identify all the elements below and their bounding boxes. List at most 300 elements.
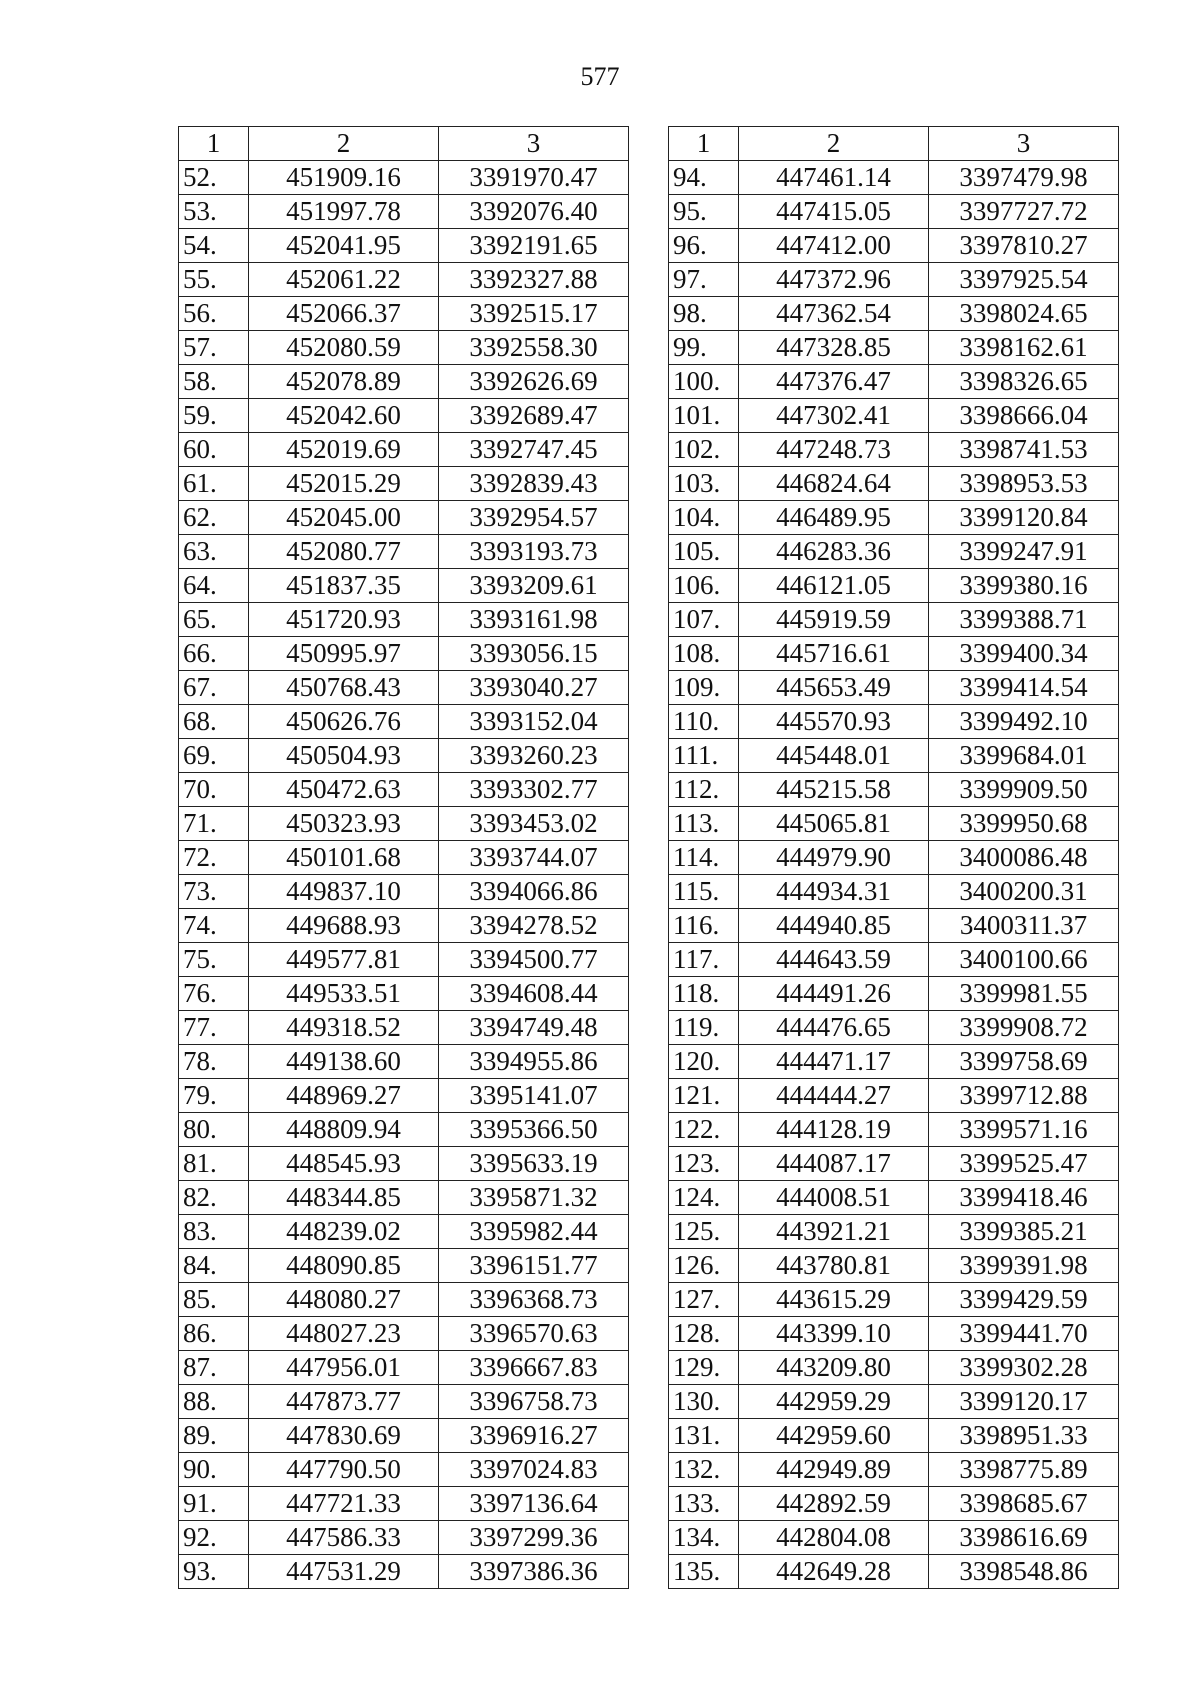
coordinate-x-cell: 450768.43 [249,671,439,705]
table-row [179,1283,629,1317]
coordinate-y-cell: 3399418.46 [929,1181,1119,1215]
coordinate-y-cell: 3392191.65 [439,229,629,263]
coordinate-y-cell: 3393161.98 [439,603,629,637]
point-number-cell: 98. [669,297,739,331]
point-number-cell: 113. [669,807,739,841]
table-row [669,331,1119,365]
coordinate-x-cell: 447372.96 [739,263,929,297]
point-number-cell: 68. [179,705,249,739]
point-number-cell: 90. [179,1453,249,1487]
table-row [669,1521,1119,1555]
coordinate-y-cell: 3399712.88 [929,1079,1119,1113]
coordinate-y-cell: 3394066.86 [439,875,629,909]
coordinate-x-cell: 445919.59 [739,603,929,637]
coordinate-y-cell: 3392839.43 [439,467,629,501]
coordinate-y-cell: 3396570.63 [439,1317,629,1351]
coordinate-x-cell: 446283.36 [739,535,929,569]
table-row [669,1249,1119,1283]
coordinate-y-cell: 3397024.83 [439,1453,629,1487]
point-number-cell: 66. [179,637,249,671]
point-number-cell: 53. [179,195,249,229]
point-number-cell: 110. [669,705,739,739]
coordinate-x-cell: 443615.29 [739,1283,929,1317]
coordinate-y-cell: 3399391.98 [929,1249,1119,1283]
coordinate-x-cell: 442804.08 [739,1521,929,1555]
coordinate-x-cell: 442649.28 [739,1555,929,1589]
coordinate-y-cell: 3392626.69 [439,365,629,399]
coordinate-y-cell: 3395141.07 [439,1079,629,1113]
coordinate-x-cell: 449533.51 [249,977,439,1011]
coordinate-y-cell: 3391970.47 [439,161,629,195]
coordinate-x-cell: 444643.59 [739,943,929,977]
coordinate-y-cell: 3399441.70 [929,1317,1119,1351]
coordinate-y-cell: 3394955.86 [439,1045,629,1079]
point-number-cell: 52. [179,161,249,195]
point-number-cell: 105. [669,535,739,569]
table-row [179,1011,629,1045]
coordinate-x-cell: 444444.27 [739,1079,929,1113]
table-row [179,807,629,841]
point-number-cell: 63. [179,535,249,569]
point-number-cell: 93. [179,1555,249,1589]
point-number-cell: 79. [179,1079,249,1113]
coordinate-y-cell: 3399571.16 [929,1113,1119,1147]
table-row [179,705,629,739]
coordinate-y-cell: 3393260.23 [439,739,629,773]
point-number-cell: 96. [669,229,739,263]
point-number-cell: 115. [669,875,739,909]
table-row [669,399,1119,433]
point-number-cell: 81. [179,1147,249,1181]
coordinate-x-cell: 447790.50 [249,1453,439,1487]
table-row [669,875,1119,909]
coordinate-y-cell: 3399525.47 [929,1147,1119,1181]
column-header-x: 2 [739,127,929,161]
coordinate-x-cell: 448545.93 [249,1147,439,1181]
table-row [179,535,629,569]
point-number-cell: 95. [669,195,739,229]
coordinate-y-cell: 3399302.28 [929,1351,1119,1385]
table-row [179,467,629,501]
table-row [179,569,629,603]
coordinate-x-cell: 445653.49 [739,671,929,705]
table-row [669,467,1119,501]
coordinate-x-cell: 444491.26 [739,977,929,1011]
point-number-cell: 62. [179,501,249,535]
coordinate-x-cell: 446824.64 [739,467,929,501]
point-number-cell: 133. [669,1487,739,1521]
coordinate-x-cell: 442949.89 [739,1453,929,1487]
table-row [669,1555,1119,1589]
point-number-cell: 88. [179,1385,249,1419]
coordinate-y-cell: 3398741.53 [929,433,1119,467]
coordinate-x-cell: 447248.73 [739,433,929,467]
coordinate-x-cell: 447412.00 [739,229,929,263]
coordinate-y-cell: 3399120.17 [929,1385,1119,1419]
coordinate-y-cell: 3392689.47 [439,399,629,433]
coordinate-x-cell: 448080.27 [249,1283,439,1317]
coordinate-x-cell: 452078.89 [249,365,439,399]
point-number-cell: 123. [669,1147,739,1181]
coordinate-x-cell: 448809.94 [249,1113,439,1147]
table-row [669,1045,1119,1079]
coordinate-x-cell: 447586.33 [249,1521,439,1555]
point-number-cell: 117. [669,943,739,977]
table-row [179,1181,629,1215]
coordinate-x-cell: 452080.77 [249,535,439,569]
table-row [669,1351,1119,1385]
coordinate-y-cell: 3397925.54 [929,263,1119,297]
coordinate-y-cell: 3393193.73 [439,535,629,569]
table-row [669,909,1119,943]
coordinate-y-cell: 3398024.65 [929,297,1119,331]
coordinate-x-cell: 445215.58 [739,773,929,807]
coordinate-x-cell: 443209.80 [739,1351,929,1385]
table-row [669,739,1119,773]
coordinate-y-cell: 3395982.44 [439,1215,629,1249]
point-number-cell: 76. [179,977,249,1011]
coordinate-x-cell: 443921.21 [739,1215,929,1249]
point-number-cell: 78. [179,1045,249,1079]
coordinate-y-cell: 3394278.52 [439,909,629,943]
table-row [179,399,629,433]
coordinate-y-cell: 3397727.72 [929,195,1119,229]
coordinate-y-cell: 3399120.84 [929,501,1119,535]
table-row [669,1487,1119,1521]
coordinate-x-cell: 450504.93 [249,739,439,773]
coordinate-y-cell: 3399385.21 [929,1215,1119,1249]
coordinate-x-cell: 444476.65 [739,1011,929,1045]
point-number-cell: 71. [179,807,249,841]
coordinate-x-cell: 449318.52 [249,1011,439,1045]
table-row [179,1079,629,1113]
coordinate-y-cell: 3392954.57 [439,501,629,535]
point-number-cell: 69. [179,739,249,773]
coordinate-y-cell: 3400086.48 [929,841,1119,875]
point-number-cell: 89. [179,1419,249,1453]
coordinate-x-cell: 448027.23 [249,1317,439,1351]
point-number-cell: 129. [669,1351,739,1385]
point-number-cell: 54. [179,229,249,263]
coordinate-y-cell: 3399909.50 [929,773,1119,807]
table-row [179,1045,629,1079]
coordinate-y-cell: 3397136.64 [439,1487,629,1521]
coordinate-x-cell: 444940.85 [739,909,929,943]
coordinate-x-cell: 443780.81 [739,1249,929,1283]
point-number-cell: 87. [179,1351,249,1385]
coordinate-y-cell: 3398666.04 [929,399,1119,433]
point-number-cell: 83. [179,1215,249,1249]
point-number-cell: 126. [669,1249,739,1283]
table-row [669,535,1119,569]
point-number-cell: 61. [179,467,249,501]
coordinate-x-cell: 451720.93 [249,603,439,637]
table-row [669,1453,1119,1487]
coordinate-y-cell: 3395633.19 [439,1147,629,1181]
coordinate-y-cell: 3397810.27 [929,229,1119,263]
point-number-cell: 99. [669,331,739,365]
coordinate-y-cell: 3397299.36 [439,1521,629,1555]
coordinate-y-cell: 3394749.48 [439,1011,629,1045]
point-number-cell: 124. [669,1181,739,1215]
table-row [669,1113,1119,1147]
point-number-cell: 58. [179,365,249,399]
point-number-cell: 86. [179,1317,249,1351]
coordinate-x-cell: 448344.85 [249,1181,439,1215]
coordinate-y-cell: 3396916.27 [439,1419,629,1453]
point-number-cell: 56. [179,297,249,331]
coordinate-x-cell: 447362.54 [739,297,929,331]
coordinate-x-cell: 442959.60 [739,1419,929,1453]
coordinate-y-cell: 3398775.89 [929,1453,1119,1487]
point-number-cell: 74. [179,909,249,943]
column-header-y: 3 [439,127,629,161]
point-number-cell: 80. [179,1113,249,1147]
coordinate-y-cell: 3398616.69 [929,1521,1119,1555]
coordinate-x-cell: 443399.10 [739,1317,929,1351]
table-row [179,433,629,467]
coordinate-y-cell: 3398162.61 [929,331,1119,365]
table-row [669,501,1119,535]
point-number-cell: 131. [669,1419,739,1453]
table-row [179,1555,629,1589]
table-row [669,1283,1119,1317]
coordinate-x-cell: 450472.63 [249,773,439,807]
coordinate-x-cell: 447328.85 [739,331,929,365]
table-row [179,1419,629,1453]
coordinate-y-cell: 3397386.36 [439,1555,629,1589]
point-number-cell: 130. [669,1385,739,1419]
table-row [179,1249,629,1283]
coordinate-x-cell: 452061.22 [249,263,439,297]
table-row [179,943,629,977]
coordinate-x-cell: 445716.61 [739,637,929,671]
coordinate-x-cell: 447830.69 [249,1419,439,1453]
coordinate-x-cell: 451997.78 [249,195,439,229]
coordinate-y-cell: 3398951.33 [929,1419,1119,1453]
table-row [669,161,1119,195]
coordinate-x-cell: 451909.16 [249,161,439,195]
point-number-cell: 101. [669,399,739,433]
table-row [179,1521,629,1555]
point-number-cell: 84. [179,1249,249,1283]
coordinate-x-cell: 449577.81 [249,943,439,977]
table-row [179,297,629,331]
table-row [669,807,1119,841]
point-number-cell: 111. [669,739,739,773]
coordinates-table-left [178,126,629,1589]
table-row [669,297,1119,331]
coordinate-x-cell: 442959.29 [739,1385,929,1419]
point-number-cell: 82. [179,1181,249,1215]
coordinate-x-cell: 445065.81 [739,807,929,841]
coordinate-y-cell: 3396758.73 [439,1385,629,1419]
coordinate-x-cell: 452080.59 [249,331,439,365]
table-row [669,229,1119,263]
point-number-cell: 134. [669,1521,739,1555]
table-row [669,263,1119,297]
coordinate-y-cell: 3396667.83 [439,1351,629,1385]
point-number-cell: 67. [179,671,249,705]
coordinate-y-cell: 3398326.65 [929,365,1119,399]
coordinate-x-cell: 451837.35 [249,569,439,603]
point-number-cell: 55. [179,263,249,297]
point-number-cell: 122. [669,1113,739,1147]
table-row [179,229,629,263]
column-header-x: 2 [249,127,439,161]
coordinate-y-cell: 3392076.40 [439,195,629,229]
coordinate-x-cell: 447461.14 [739,161,929,195]
coordinate-y-cell: 3397479.98 [929,161,1119,195]
point-number-cell: 118. [669,977,739,1011]
table-row [179,1453,629,1487]
coordinate-y-cell: 3399388.71 [929,603,1119,637]
coordinate-x-cell: 448090.85 [249,1249,439,1283]
point-number-cell: 135. [669,1555,739,1589]
table-row [669,433,1119,467]
table-row [179,365,629,399]
table-row [669,1419,1119,1453]
table-header-row [669,127,1119,161]
table-row [179,773,629,807]
table-row [179,1385,629,1419]
table-row [179,739,629,773]
point-number-cell: 109. [669,671,739,705]
point-number-cell: 97. [669,263,739,297]
point-number-cell: 132. [669,1453,739,1487]
point-number-cell: 75. [179,943,249,977]
coordinate-x-cell: 444128.19 [739,1113,929,1147]
point-number-cell: 119. [669,1011,739,1045]
coordinate-y-cell: 3398953.53 [929,467,1119,501]
table-row [669,1385,1119,1419]
coordinate-y-cell: 3394608.44 [439,977,629,1011]
coordinate-x-cell: 448969.27 [249,1079,439,1113]
coordinate-y-cell: 3399758.69 [929,1045,1119,1079]
table-row [669,671,1119,705]
table-row [179,977,629,1011]
point-number-cell: 72. [179,841,249,875]
coordinate-y-cell: 3393453.02 [439,807,629,841]
table-row [669,943,1119,977]
coordinate-x-cell: 444087.17 [739,1147,929,1181]
table-row [669,637,1119,671]
coordinate-x-cell: 449138.60 [249,1045,439,1079]
coordinate-y-cell: 3393209.61 [439,569,629,603]
table-row [179,161,629,195]
coordinate-y-cell: 3399414.54 [929,671,1119,705]
table-row [179,1351,629,1385]
table-row [669,195,1119,229]
coordinate-y-cell: 3399247.91 [929,535,1119,569]
coordinate-y-cell: 3398685.67 [929,1487,1119,1521]
coordinate-y-cell: 3400311.37 [929,909,1119,943]
point-number-cell: 64. [179,569,249,603]
coordinate-y-cell: 3398548.86 [929,1555,1119,1589]
coordinate-y-cell: 3395871.32 [439,1181,629,1215]
point-number-cell: 106. [669,569,739,603]
table-row [179,331,629,365]
coordinate-x-cell: 452066.37 [249,297,439,331]
table-row [179,501,629,535]
table-row [179,1215,629,1249]
table-row [179,603,629,637]
coordinate-x-cell: 447531.29 [249,1555,439,1589]
coordinate-y-cell: 3392515.17 [439,297,629,331]
coordinate-y-cell: 3399908.72 [929,1011,1119,1045]
coordinate-y-cell: 3393040.27 [439,671,629,705]
coordinate-x-cell: 445448.01 [739,739,929,773]
table-row [179,1147,629,1181]
table-row [179,909,629,943]
point-number-cell: 121. [669,1079,739,1113]
coordinate-y-cell: 3399380.16 [929,569,1119,603]
coordinate-x-cell: 448239.02 [249,1215,439,1249]
coordinate-y-cell: 3399684.01 [929,739,1119,773]
coordinate-x-cell: 449837.10 [249,875,439,909]
coordinate-y-cell: 3399981.55 [929,977,1119,1011]
coordinate-x-cell: 447415.05 [739,195,929,229]
point-number-cell: 65. [179,603,249,637]
coordinate-x-cell: 450323.93 [249,807,439,841]
table-row [179,671,629,705]
point-number-cell: 102. [669,433,739,467]
point-number-cell: 127. [669,1283,739,1317]
coordinate-x-cell: 447873.77 [249,1385,439,1419]
coordinate-x-cell: 450626.76 [249,705,439,739]
point-number-cell: 77. [179,1011,249,1045]
coordinates-table-right [668,126,1119,1589]
point-number-cell: 100. [669,365,739,399]
point-number-cell: 107. [669,603,739,637]
table-row [669,705,1119,739]
coordinate-x-cell: 452045.00 [249,501,439,535]
table-row [179,263,629,297]
point-number-cell: 120. [669,1045,739,1079]
coordinate-x-cell: 450101.68 [249,841,439,875]
column-header-index: 1 [179,127,249,161]
table-row [669,773,1119,807]
table-row [669,977,1119,1011]
point-number-cell: 59. [179,399,249,433]
table-row [669,1079,1119,1113]
coordinate-x-cell: 452042.60 [249,399,439,433]
table-row [179,637,629,671]
coordinate-x-cell: 446121.05 [739,569,929,603]
coordinate-x-cell: 447376.47 [739,365,929,399]
coordinate-x-cell: 449688.93 [249,909,439,943]
point-number-cell: 70. [179,773,249,807]
coordinate-y-cell: 3400100.66 [929,943,1119,977]
coordinate-x-cell: 452015.29 [249,467,439,501]
coordinate-y-cell: 3395366.50 [439,1113,629,1147]
coordinate-y-cell: 3399950.68 [929,807,1119,841]
coordinate-y-cell: 3393744.07 [439,841,629,875]
table-row [179,1113,629,1147]
table-row [669,1317,1119,1351]
column-header-index: 1 [669,127,739,161]
coordinate-x-cell: 444008.51 [739,1181,929,1215]
coordinate-y-cell: 3393152.04 [439,705,629,739]
coordinate-y-cell: 3399429.59 [929,1283,1119,1317]
coordinate-y-cell: 3392558.30 [439,331,629,365]
table-header-row [179,127,629,161]
coordinate-x-cell: 444979.90 [739,841,929,875]
coordinate-y-cell: 3396151.77 [439,1249,629,1283]
point-number-cell: 125. [669,1215,739,1249]
coordinate-x-cell: 452019.69 [249,433,439,467]
page-number: 577 [580,62,620,91]
